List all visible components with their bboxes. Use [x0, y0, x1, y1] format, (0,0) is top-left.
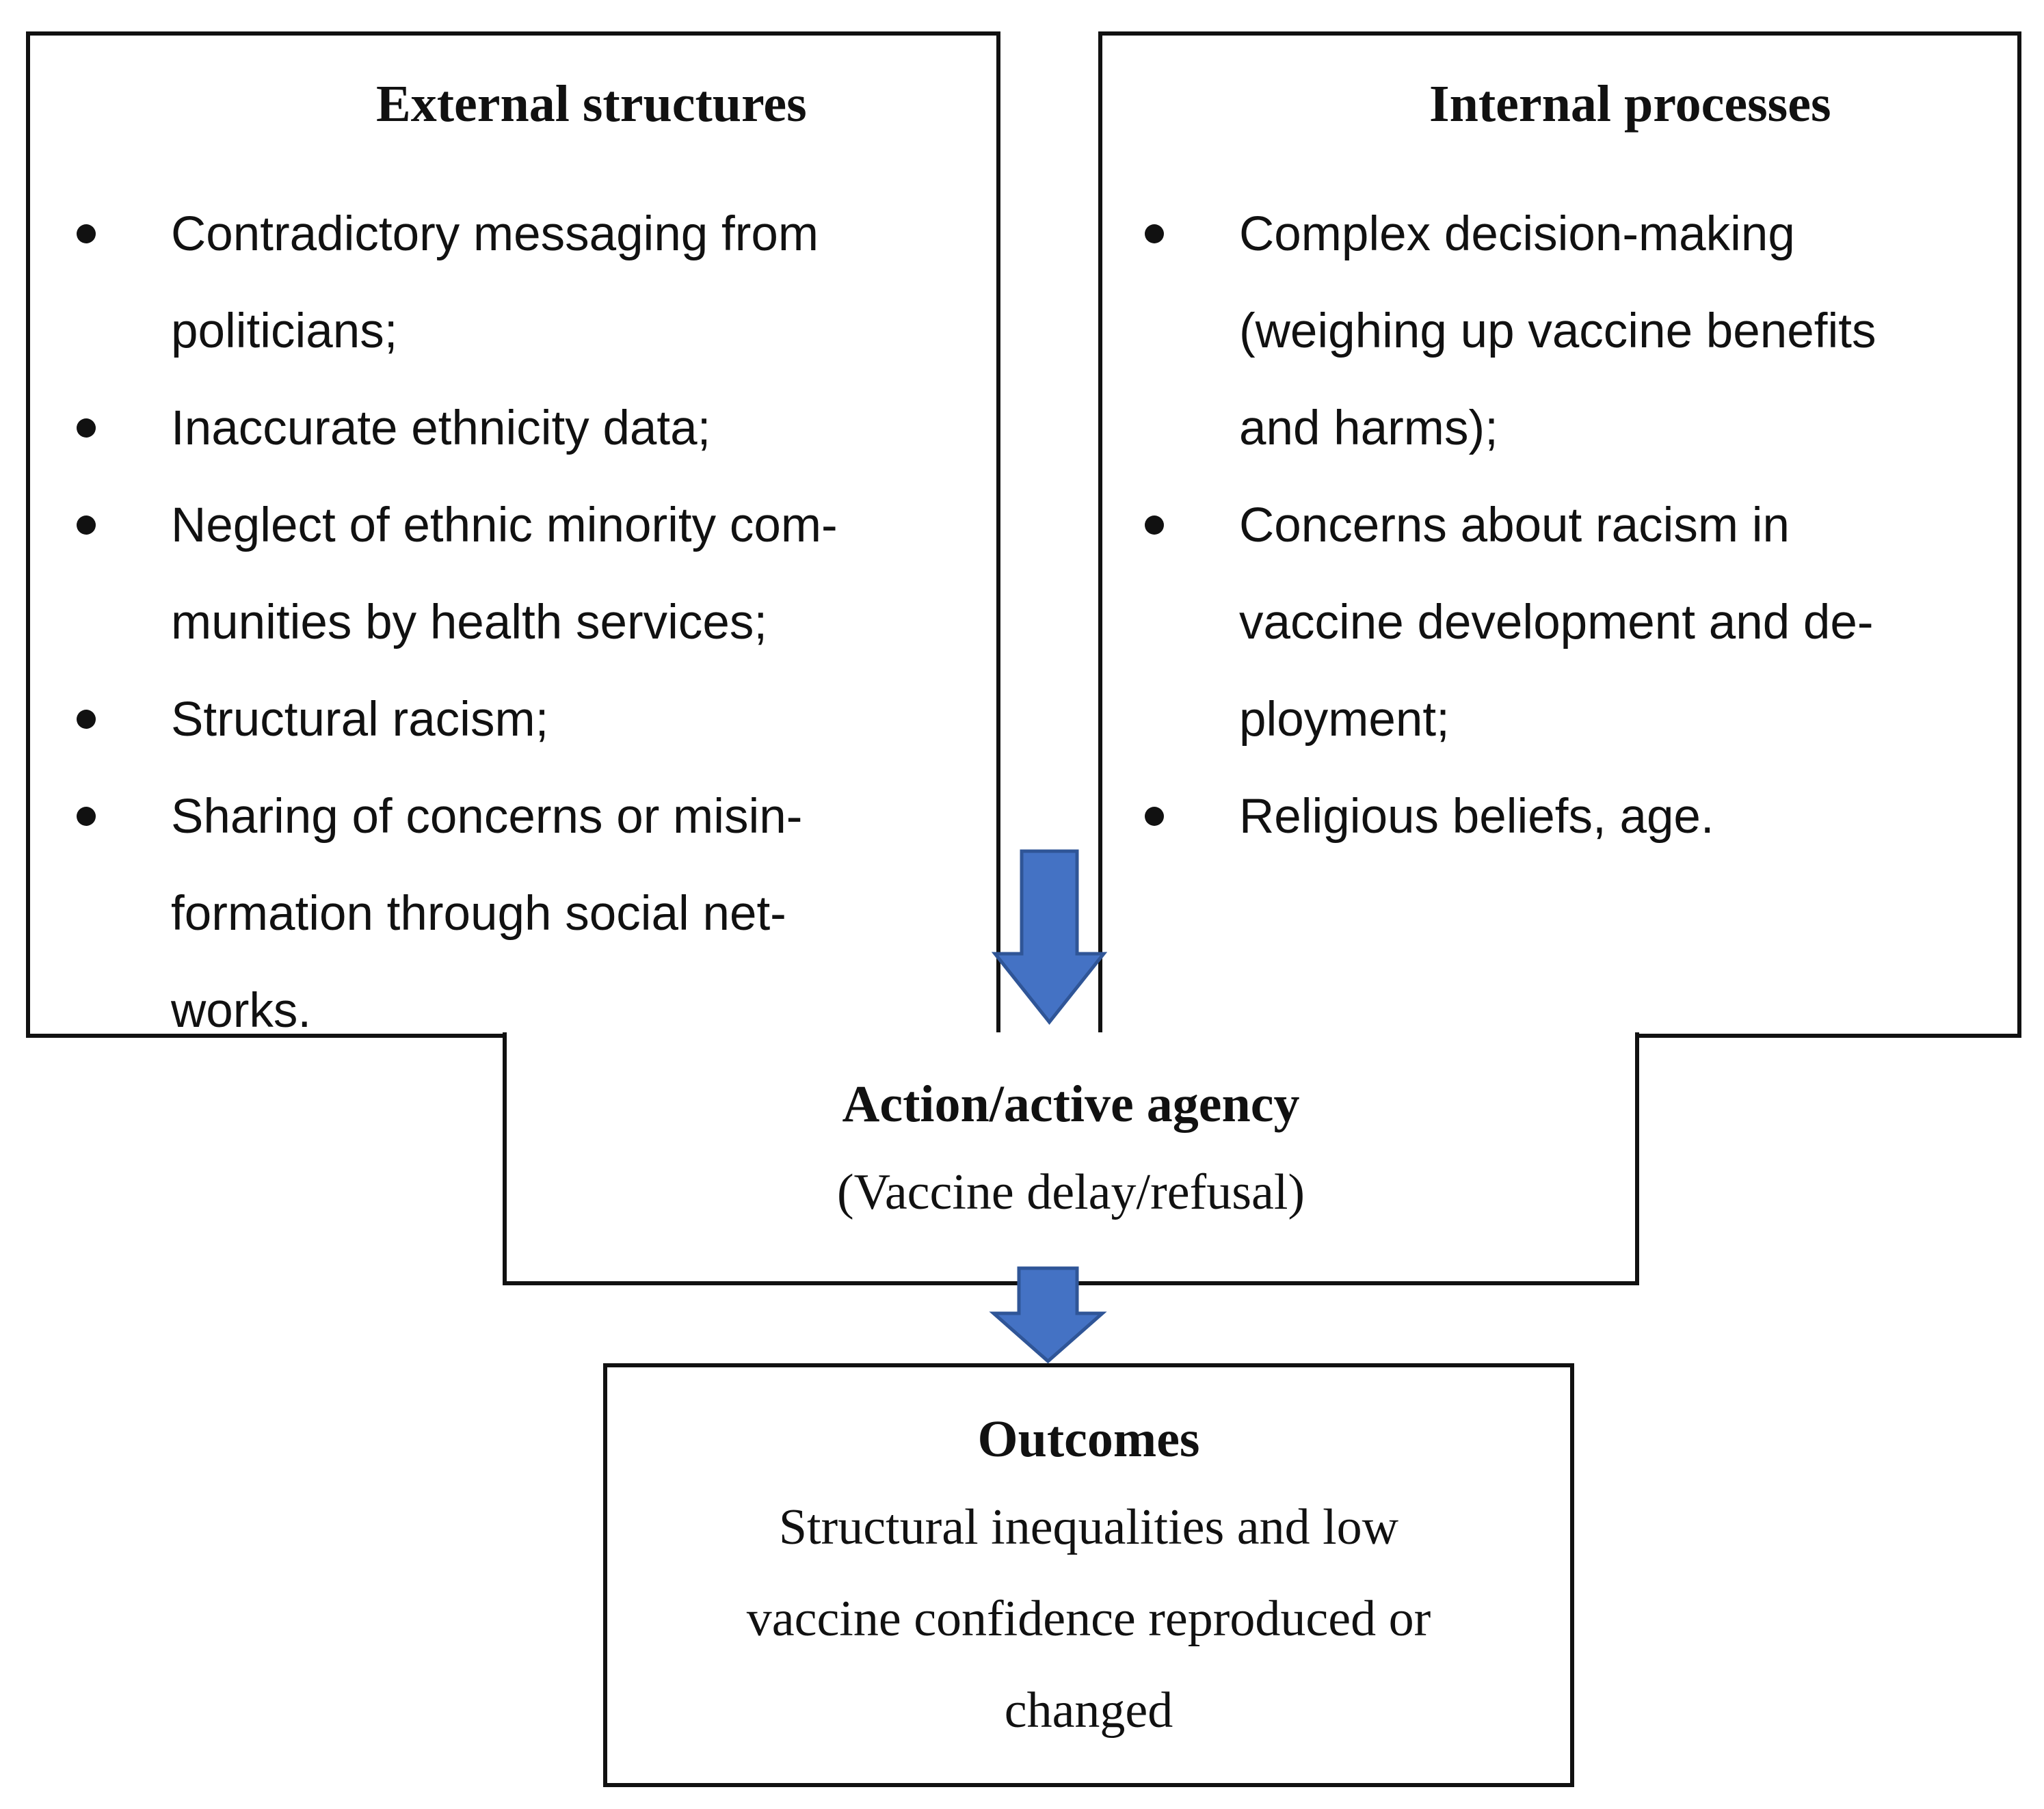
- internal-processes-title: Internal processes: [1429, 75, 1831, 133]
- list-item: [1239, 768, 2008, 866]
- list-item-line: politicians;: [171, 304, 398, 358]
- list-item-line: (weighing up vaccine benefits: [1239, 304, 1876, 358]
- list-item: [171, 186, 992, 380]
- external-structures-list: [171, 186, 992, 1060]
- arrow-down-icon: [993, 851, 1106, 1026]
- list-item: [171, 671, 992, 768]
- list-item-line: and harms);: [1239, 401, 1498, 455]
- bullet-icon: [77, 418, 96, 438]
- internal-processes-box: [1098, 31, 2021, 1038]
- list-item-line: Sharing of concerns or misin-: [171, 790, 803, 844]
- list-item: [171, 768, 992, 1060]
- list-item: [1239, 186, 2008, 477]
- list-item-line: Complex decision-making: [1239, 207, 1795, 261]
- list-item-line: Religious beliefs, age.: [1239, 790, 1714, 844]
- list-item: [1239, 477, 2008, 768]
- external-structures-title: External structures: [376, 75, 807, 133]
- outcomes-text-line: vaccine confidence reproduced or: [746, 1591, 1431, 1647]
- action-agency-box: [503, 1032, 1639, 1285]
- list-item-line: Inaccurate ethnicity data;: [171, 401, 711, 455]
- bullet-icon: [77, 515, 96, 535]
- outcomes-box: [603, 1363, 1574, 1787]
- outcomes-text-line: changed: [1004, 1683, 1173, 1739]
- list-item-line: formation through social net-: [171, 887, 786, 941]
- internal-processes-list: [1239, 186, 2008, 866]
- action-agency-subtitle: (Vaccine delay/refusal): [836, 1164, 1305, 1220]
- bullet-icon: [1145, 807, 1164, 826]
- list-item-line: Contradictory messaging from: [171, 207, 819, 261]
- arrow-down-icon: [992, 1268, 1104, 1364]
- bullet-icon: [77, 807, 96, 826]
- bullet-icon: [77, 224, 96, 243]
- list-item-line: Structural racism;: [171, 693, 549, 747]
- list-item-line: Neglect of ethnic minority com-: [171, 498, 838, 552]
- bullet-icon: [77, 710, 96, 729]
- list-item-line: munities by health services;: [171, 595, 768, 649]
- list-item: [171, 380, 992, 477]
- list-item-line: ployment;: [1239, 693, 1450, 747]
- outcomes-title: Outcomes: [977, 1410, 1200, 1468]
- list-item: [171, 477, 992, 671]
- list-item-line: Concerns about racism in: [1239, 498, 1790, 552]
- action-agency-title: Action/active agency: [842, 1075, 1300, 1133]
- list-item-line: vaccine development and de-: [1239, 595, 1874, 649]
- external-structures-box: [26, 31, 1000, 1038]
- bullet-icon: [1145, 515, 1164, 535]
- list-item-line: works.: [171, 984, 312, 1038]
- outcomes-text-line: Structural inequalities and low: [778, 1499, 1399, 1555]
- bullet-icon: [1145, 224, 1164, 243]
